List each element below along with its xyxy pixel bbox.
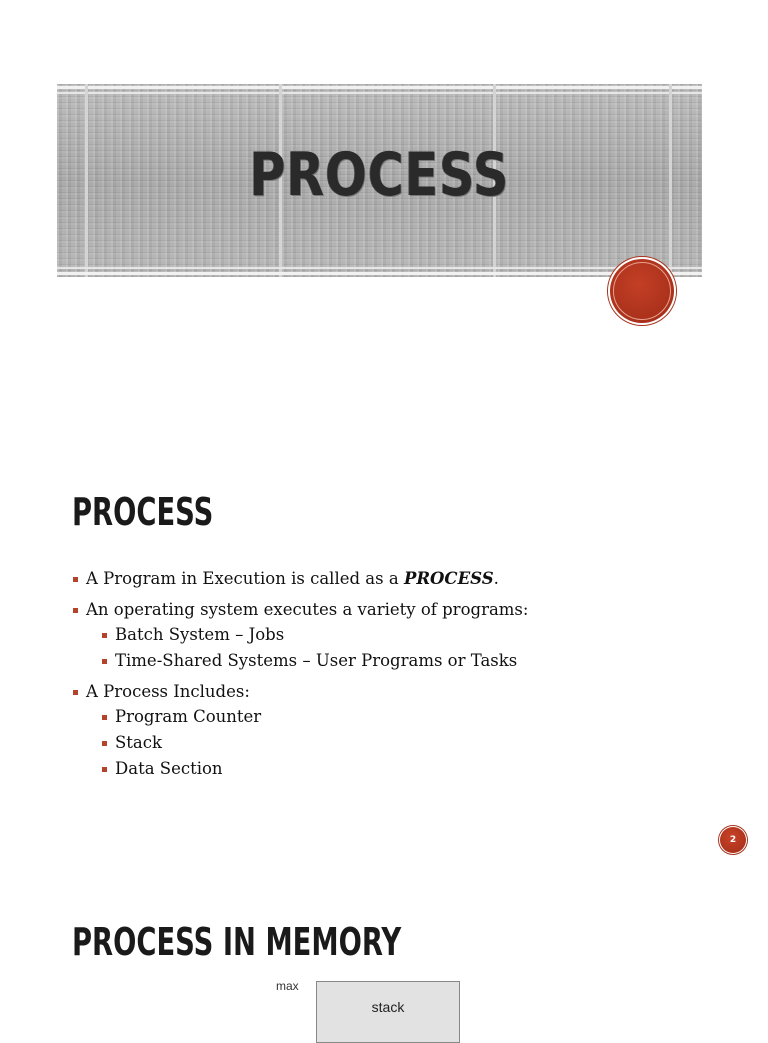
memory-max-label: max [276,979,299,993]
title-slide [0,0,768,430]
bullet-emphasis: PROCESS [403,569,494,588]
memory-stack-segment [316,981,460,1043]
bullet-text: A Program in Execution is called as a [86,569,404,588]
page-number-badge: 2 [719,826,747,854]
bullet-slide [0,430,768,860]
memory-stack-label: stack [371,999,405,1015]
sub-bullet-list [86,622,712,673]
banner-texture-line [669,84,672,277]
memory-slide [0,860,768,1024]
bullet-list [72,566,712,787]
bullet-text: An operating system executes a variety of programs: [86,600,529,619]
banner-border-line [57,272,702,275]
slide-heading: PROCESS [72,490,214,534]
banner-border-line [57,86,702,89]
banner-border-line [57,92,702,94]
bullet-item [72,566,712,591]
bullet-item [72,597,712,673]
sub-bullet-item: Stack [99,730,712,755]
title-banner [57,84,702,277]
sub-bullet-item: Data Section [99,756,712,781]
sub-bullet-list [86,704,712,781]
bullet-text: . [493,569,499,588]
banner-border-line [57,267,702,269]
bullet-item [72,679,712,781]
bullet-text: A Process Includes: [86,682,250,701]
sub-bullet-item: Batch System – Jobs [99,622,712,647]
sub-bullet-item: Time-Shared Systems – User Programs or Tasks [99,648,712,673]
banner-texture-line [85,84,88,277]
decorative-circle-badge [608,257,676,325]
slide-title: PROCESS [249,140,510,210]
sub-bullet-item: Program Counter [99,704,712,729]
slide-heading: PROCESS IN MEMORY [72,920,402,964]
